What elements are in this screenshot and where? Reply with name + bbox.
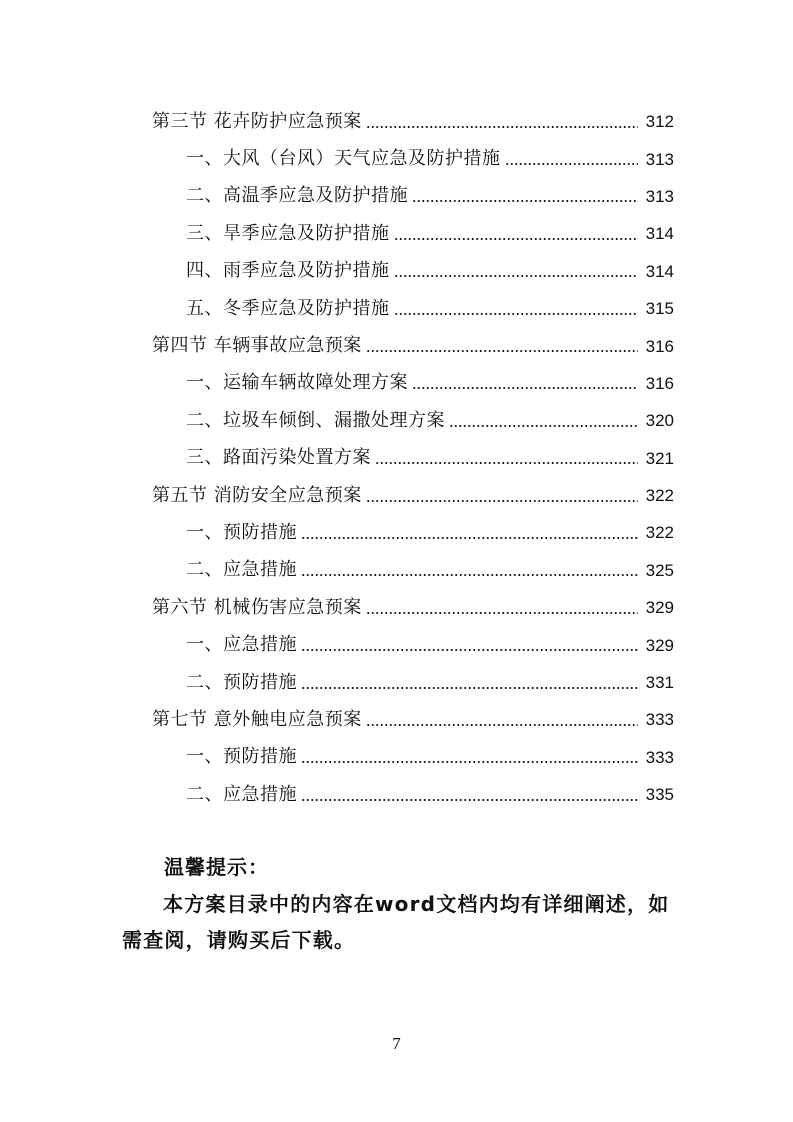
toc-entry[interactable] [152, 215, 674, 252]
toc-entry[interactable] [152, 701, 674, 738]
toc-entry-title: 二、应急措施 [186, 559, 297, 581]
toc-entry-title: 第七节 意外触电应急预案 [152, 708, 362, 730]
toc-entry[interactable] [152, 626, 674, 663]
toc-entry-page: 331 [645, 673, 674, 693]
toc-entry-page: 312 [645, 112, 674, 132]
toc-entry-page: 329 [645, 635, 674, 655]
page-number: 7 [392, 1034, 401, 1053]
toc-entry-page: 321 [645, 448, 674, 468]
toc-entry-page: 335 [645, 785, 674, 805]
toc-entry-page: 320 [645, 411, 674, 431]
toc-entry[interactable] [152, 365, 674, 402]
toc-dot-leader [301, 674, 638, 692]
toc-dot-leader [412, 187, 638, 205]
toc-entry-title: 一、运输车辆故障处理方案 [186, 372, 408, 394]
toc-entry-page: 315 [645, 299, 674, 319]
toc-entry-title: 二、应急措施 [186, 783, 297, 805]
toc-dot-leader [375, 449, 638, 467]
toc-dot-leader [449, 412, 638, 430]
toc-dot-leader [394, 300, 639, 318]
toc-entry-page: 314 [645, 261, 674, 281]
toc-entry-title: 三、旱季应急及防护措施 [186, 222, 390, 244]
toc-dot-leader [394, 225, 639, 243]
toc-entry[interactable] [152, 178, 674, 215]
toc-dot-leader [505, 150, 639, 168]
toc-entry-title: 五、冬季应急及防护措施 [186, 297, 390, 319]
toc-entry-page: 316 [645, 336, 674, 356]
toc-dot-leader [301, 561, 638, 579]
toc-entry-title: 一、预防措施 [186, 521, 297, 543]
toc-entry[interactable] [152, 402, 674, 439]
toc-dot-leader [301, 524, 638, 542]
toc-entry[interactable] [152, 290, 674, 327]
toc-dot-leader [301, 636, 638, 654]
toc-entry[interactable] [152, 664, 674, 701]
toc-dot-leader [366, 599, 638, 617]
toc-entry-title: 第四节 车辆事故应急预案 [152, 335, 362, 357]
toc-entry-page: 314 [645, 224, 674, 244]
toc-entry-title: 一、大风（台风）天气应急及防护措施 [186, 148, 501, 170]
toc-entry[interactable] [152, 552, 674, 589]
tip-body: 本方案目录中的内容在word文档内均有详细阐述，如需查阅，请购买后下载。 [122, 892, 670, 952]
toc-entry-title: 第六节 机械伤害应急预案 [152, 596, 362, 618]
toc-dot-leader [366, 113, 638, 131]
toc-entry-title: 三、路面污染处置方案 [186, 447, 371, 469]
toc-entry[interactable] [152, 327, 674, 364]
toc-dot-leader [301, 786, 638, 804]
toc-entry-page: 325 [645, 560, 674, 580]
toc-entry-page: 333 [645, 747, 674, 767]
toc-dot-leader [366, 711, 638, 729]
toc-entry[interactable] [152, 103, 674, 140]
toc-dot-leader [301, 748, 638, 766]
toc-entry[interactable] [152, 589, 674, 626]
toc-entry-title: 第五节 消防安全应急预案 [152, 484, 362, 506]
toc-entry-page: 316 [645, 373, 674, 393]
toc-entry-title: 第三节 花卉防护应急预案 [152, 110, 362, 132]
toc-entry[interactable] [152, 440, 674, 477]
toc-entry-title: 二、预防措施 [186, 671, 297, 693]
toc-dot-leader [394, 262, 639, 280]
toc-entry-page: 333 [645, 710, 674, 730]
toc-entry[interactable] [152, 776, 674, 813]
toc-entry-page: 322 [645, 486, 674, 506]
toc-entry-page: 329 [645, 598, 674, 618]
toc-dot-leader [412, 374, 638, 392]
toc-entry[interactable] [152, 477, 674, 514]
toc-dot-leader [366, 337, 638, 355]
toc-entry[interactable] [152, 140, 674, 177]
toc-dot-leader [366, 487, 638, 505]
toc-entry-title: 一、应急措施 [186, 634, 297, 656]
toc-entry-title: 四、雨季应急及防护措施 [186, 260, 390, 282]
tip-heading: 温馨提示： [164, 855, 269, 879]
table-of-contents [152, 103, 674, 813]
toc-entry-title: 一、预防措施 [186, 746, 297, 768]
toc-entry-title: 二、垃圾车倾倒、漏撒处理方案 [186, 409, 445, 431]
toc-entry-page: 322 [645, 523, 674, 543]
toc-entry[interactable] [152, 739, 674, 776]
toc-entry-title: 二、高温季应急及防护措施 [186, 185, 408, 207]
toc-entry-page: 313 [645, 149, 674, 169]
toc-entry-page: 313 [645, 186, 674, 206]
toc-entry[interactable] [152, 253, 674, 290]
toc-entry[interactable] [152, 514, 674, 551]
